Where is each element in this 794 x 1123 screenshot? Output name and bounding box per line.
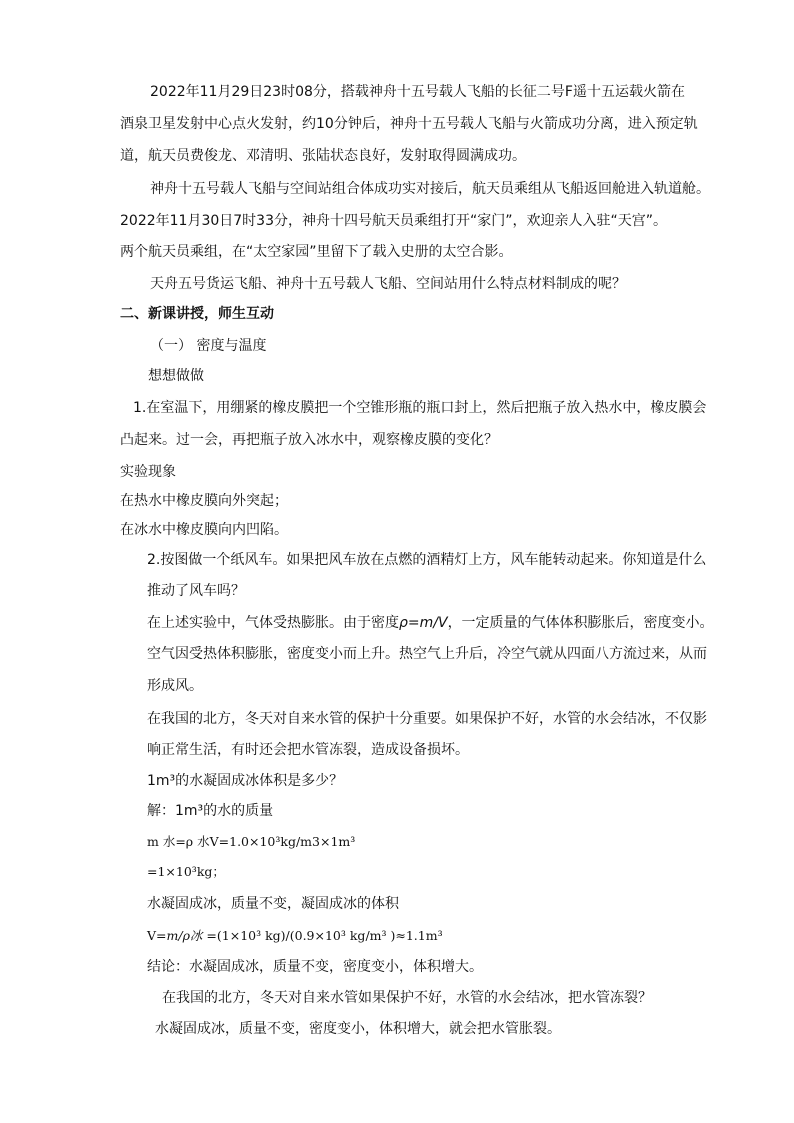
conclusion: 结论：水凝固成冰，质量不变，密度变小，体积增大。 xyxy=(147,959,483,975)
think-do-label: 想想做做 xyxy=(148,368,204,384)
explanation-line xyxy=(147,613,714,633)
north-paragraph-line: 响正常生活，有时还会把水管冻裂，造成设备损坏。 xyxy=(147,742,469,758)
explanation-line: 形成风。 xyxy=(147,678,203,694)
formula-text: =(1×10³ kg)/(0.9×10³ kg/m³ )≈1.1m³ xyxy=(202,928,443,943)
phenomenon-item: 在冰水中橡皮膜向内凹陷。 xyxy=(120,522,288,538)
ice-volume-question: 1m³的水凝固成冰体积是多少？ xyxy=(147,773,344,789)
question-2-line-1: 2.按图做一个纸风车。如果把风车放在点燃的酒精灯上方，风车能转动起来。你知道是什么 xyxy=(147,552,707,568)
paragraph-line: 2022年11月30日7时33分，神舟十四号航天员乘组打开“家门”，欢迎亲人入驻“天宫”。 xyxy=(120,213,667,229)
solution-line: 解：1m³的水的质量 xyxy=(147,803,274,819)
solution-formula xyxy=(147,926,443,946)
explanation-line: 空气因受热体积膨胀，密度变小而上升。热空气上升后，冷空气就从四面八方流过来，从而 xyxy=(147,646,707,662)
volume-formula: m/ρ冰 xyxy=(166,928,203,943)
final-question: 在我国的北方，冬天对自来水管如果保护不好，水管的水会结冰，把水管冻裂？ xyxy=(162,990,652,1006)
solution-line: 水凝固成冰，质量不变，凝固成冰的体积 xyxy=(147,896,399,912)
explanation-text: 在上述实验中，气体受热膨胀。由于密度 xyxy=(147,615,399,631)
explanation-text: ，一定质量的气体体积膨胀后，密度变小。 xyxy=(447,615,714,631)
north-paragraph-line: 在我国的北方，冬天对自来水管的保护十分重要。如果保护不好，水管的水会结冰，不仅影 xyxy=(147,711,707,727)
paragraph-line: 两个航天员乘组，在“太空家园”里留下了载入史册的太空合影。 xyxy=(120,244,513,260)
section-heading: 二、新课讲授，师生互动 xyxy=(120,306,274,322)
question-1-line-2: 凸起来。过一会，再把瓶子放入冰水中，观察橡皮膜的变化？ xyxy=(120,432,498,448)
question-1-line-1: 1.在室温下，用绷紧的橡皮膜把一个空锥形瓶的瓶口封上，然后把瓶子放入热水中，橡皮膜会 xyxy=(133,400,707,416)
formula-text: V= xyxy=(147,928,167,943)
phenomenon-label: 实验现象 xyxy=(120,464,176,480)
paragraph-line: 酒泉卫星发射中心点火发射，约10分钟后，神舟十五号载人飞船与火箭成功分离，进入预定轨 xyxy=(120,116,698,132)
density-formula: ρ=m/V xyxy=(399,615,448,631)
phenomenon-item: 在热水中橡皮膜向外突起； xyxy=(120,493,288,509)
solution-formula: m 水=ρ 水V=1.0×10³kg/m3×1m³ xyxy=(147,834,356,849)
paragraph-line: 2022年11月29日23时08分，搭载神舟十五号载人飞船的长征二号F遥十五运载火箭在 xyxy=(150,84,685,100)
question-2-line-2: 推动了风车吗？ xyxy=(147,583,245,599)
paragraph-line: 天舟五号货运飞船、神舟十五号载人飞船、空间站用什么特点材料制成的呢？ xyxy=(150,276,626,292)
final-answer: 水凝固成冰，质量不变，密度变小，体积增大，就会把水管胀裂。 xyxy=(155,1021,561,1037)
subsection-heading: （一） 密度与温度 xyxy=(150,338,267,354)
paragraph-line: 神舟十五号载人飞船与空间站组合体成功实对接后，航天员乘组从飞船返回舱进入轨道舱。 xyxy=(150,181,710,197)
solution-formula: =1×10³kg； xyxy=(147,864,225,879)
paragraph-line: 道，航天员费俊龙、邓清明、张陆状态良好，发射取得圆满成功。 xyxy=(120,148,526,164)
